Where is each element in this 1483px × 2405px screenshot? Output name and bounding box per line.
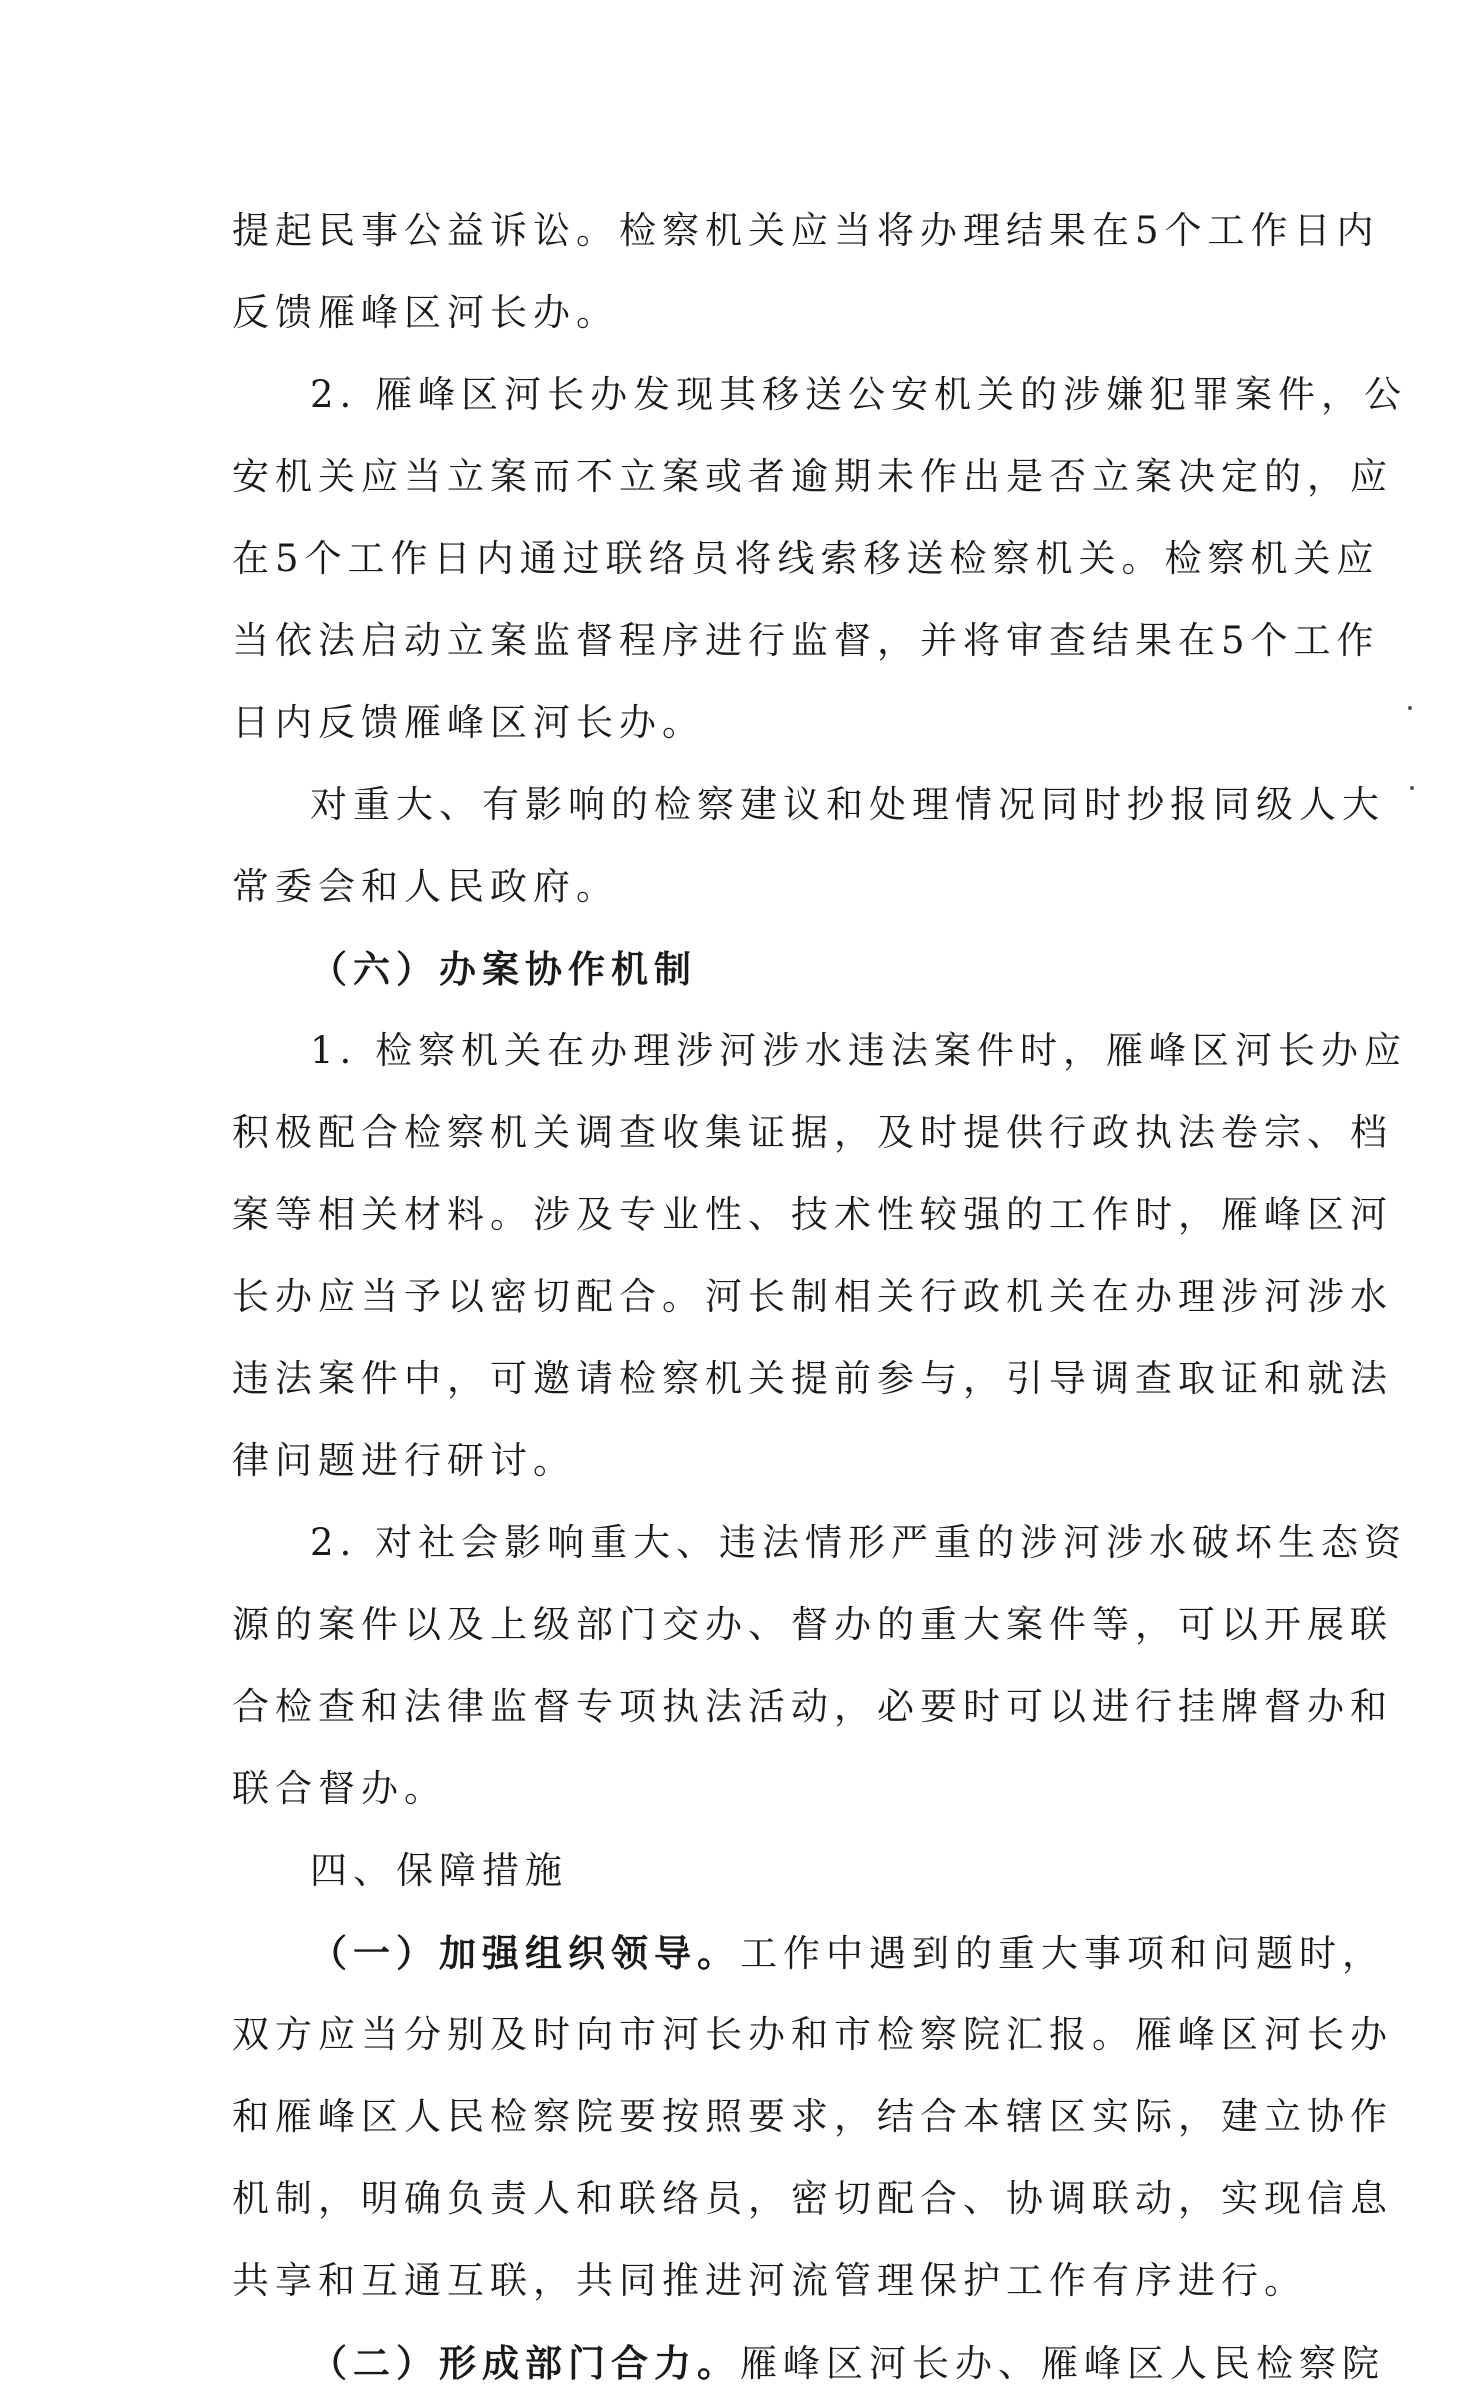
paragraph-line: 对重大、有影响的检察建议和处理情况同时抄报同级人大 <box>310 783 1385 826</box>
paragraph-line: 源的案件以及上级部门交办、督办的重大案件等，可以开展联 <box>232 1603 1393 1646</box>
paragraph-line: 违法案件中，可邀请检察机关提前参与，引导调查取证和就法 <box>232 1357 1393 1400</box>
paragraph-line <box>232 1912 1385 1994</box>
paragraph-text: 雁峰区河长办、雁峰区人民检察院 <box>740 2342 1385 2385</box>
subsection-title: （二）形成部门合力。 <box>310 2341 740 2385</box>
section-heading: （六）办案协作机制 <box>310 947 697 991</box>
paragraph-line: 安机关应当立案而不立案或者逾期未作出是否立案决定的，应 <box>232 455 1393 498</box>
paragraph-line: 反馈雁峰区河长办。 <box>232 291 619 334</box>
document-body <box>232 190 1408 2404</box>
paragraph-line: 合检查和法律监督专项执法活动，必要时可以进行挂牌督办和 <box>232 1685 1393 1728</box>
scan-speck <box>1408 706 1412 710</box>
paragraph-line: 常委会和人民政府。 <box>232 865 619 908</box>
chapter-heading: 四、保障措施 <box>310 1849 568 1892</box>
paragraph-line: 联合督办。 <box>232 1767 447 1810</box>
paragraph-line: 2. 对社会影响重大、违法情形严重的涉河涉水破坏生态资 <box>310 1521 1408 1564</box>
paragraph-line: 积极配合检察机关调查收集证据，及时提供行政执法卷宗、档 <box>232 1111 1393 1154</box>
paragraph-line: 提起民事公益诉讼。检察机关应当将办理结果在5个工作日内 <box>232 209 1380 252</box>
paragraph-line: 当依法启动立案监督程序进行监督，并将审查结果在5个工作 <box>232 619 1380 662</box>
paragraph-line: 律问题进行研讨。 <box>232 1439 576 1482</box>
paragraph-line: 案等相关材料。涉及专业性、技术性较强的工作时，雁峰区河 <box>232 1193 1393 1236</box>
paragraph-line: 1. 检察机关在办理涉河涉水违法案件时，雁峰区河长办应 <box>310 1029 1408 1072</box>
subsection-title: （一）加强组织领导。 <box>310 1931 740 1975</box>
paragraph-line: 在5个工作日内通过联络员将线索移送检察机关。检察机关应 <box>232 537 1380 580</box>
paragraph-line: 长办应当予以密切配合。河长制相关行政机关在办理涉河涉水 <box>232 1275 1393 1318</box>
paragraph-line: 和雁峰区人民检察院要按照要求，结合本辖区实际，建立协作 <box>232 2095 1393 2138</box>
paragraph-line <box>232 2322 1385 2404</box>
paragraph-line: 共享和互通互联，共同推进河流管理保护工作有序进行。 <box>232 2259 1307 2302</box>
scan-speck <box>1410 786 1414 790</box>
paragraph-line: 机制，明确负责人和联络员，密切配合、协调联动，实现信息 <box>232 2177 1393 2220</box>
paragraph-text: 工作中遇到的重大事项和问题时， <box>740 1932 1385 1975</box>
paragraph-line: 2. 雁峰区河长办发现其移送公安机关的涉嫌犯罪案件，公 <box>310 373 1408 416</box>
paragraph-line: 日内反馈雁峰区河长办。 <box>232 701 705 744</box>
paragraph-line: 双方应当分别及时向市河长办和市检察院汇报。雁峰区河长办 <box>232 2013 1393 2056</box>
